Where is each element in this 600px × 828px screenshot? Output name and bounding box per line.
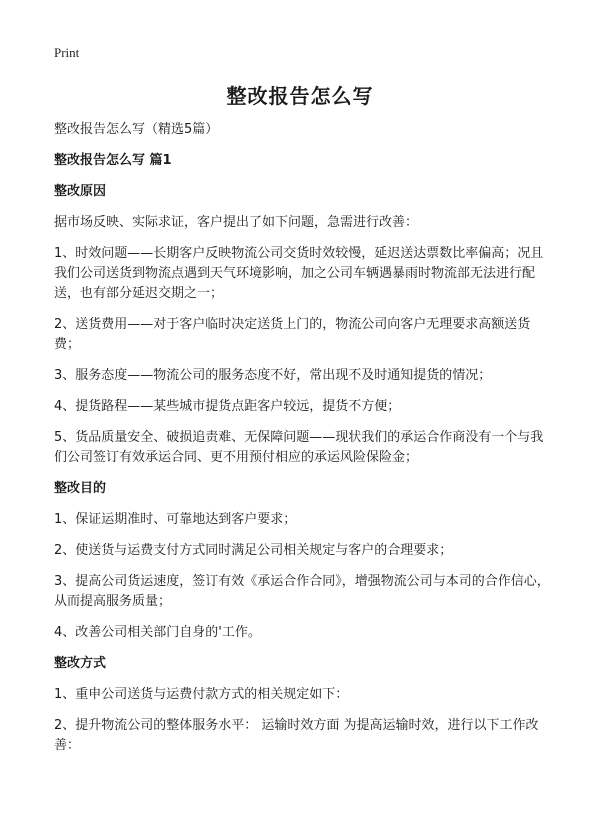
reason-item: 3、服务态度——物流公司的服务态度不好，常出现不及时通知提货的情况； — [54, 368, 492, 383]
reason-lead: 据市场反映、实际求证，客户提出了如下问题，急需进行改善： — [54, 215, 419, 230]
goal-item: 3、提高公司货运速度，签订有效《承运合作合同》，增强物流公司与本司的合作信心，从而提高服务质量； — [54, 574, 550, 609]
reason-item: 2、送货费用——对于客户临时决定送货上门的，物流公司向客户无理要求高额送货费； — [54, 317, 531, 352]
section-title: 整改报告怎么写 篇1 — [54, 153, 172, 168]
reason-heading: 整改原因 — [54, 184, 107, 199]
goal-item: 1、保证运期准时、可靠地达到客户要求； — [54, 512, 297, 527]
page-title: 整改报告怎么写 — [226, 84, 374, 108]
print-link[interactable]: Print — [54, 45, 80, 60]
goal-heading: 整改目的 — [54, 481, 107, 496]
goal-item: 2、使送货与运费支付方式同时满足公司相关规定与客户的合理要求； — [54, 543, 453, 558]
method-heading: 整改方式 — [54, 656, 107, 671]
reason-item: 4、提货路程——某些城市提货点距客户较远，提货不方便； — [54, 399, 401, 414]
reason-item: 1、时效问题——长期客户反映物流公司交货时效较慢，延迟送达票数比率偏高；况且我们公司送货到物流点遇到天气环境影响，加之公司车辆遇暴雨时物流部无法进行配送，也有部分延迟交期之一； — [54, 246, 544, 301]
method-item: 1、重申公司送货与运费付款方式的相关规定如下： — [54, 687, 349, 702]
document-body — [54, 120, 554, 767]
method-item: 2、提升物流公司的整体服务水平： 运输时效方面 为提高运输时效，进行以下工作改善： — [54, 718, 539, 753]
reason-item: 5、货品质量安全、破损追责难、无保障问题——现状我们的承运合作商没有一个与我们公司签订有效承运合同、更不用预付相应的承运风险保险金； — [54, 430, 544, 465]
goal-item: 4、改善公司相关部门自身的'工作。 — [54, 625, 261, 640]
intro-text: 整改报告怎么写（精选5篇） — [54, 122, 219, 137]
